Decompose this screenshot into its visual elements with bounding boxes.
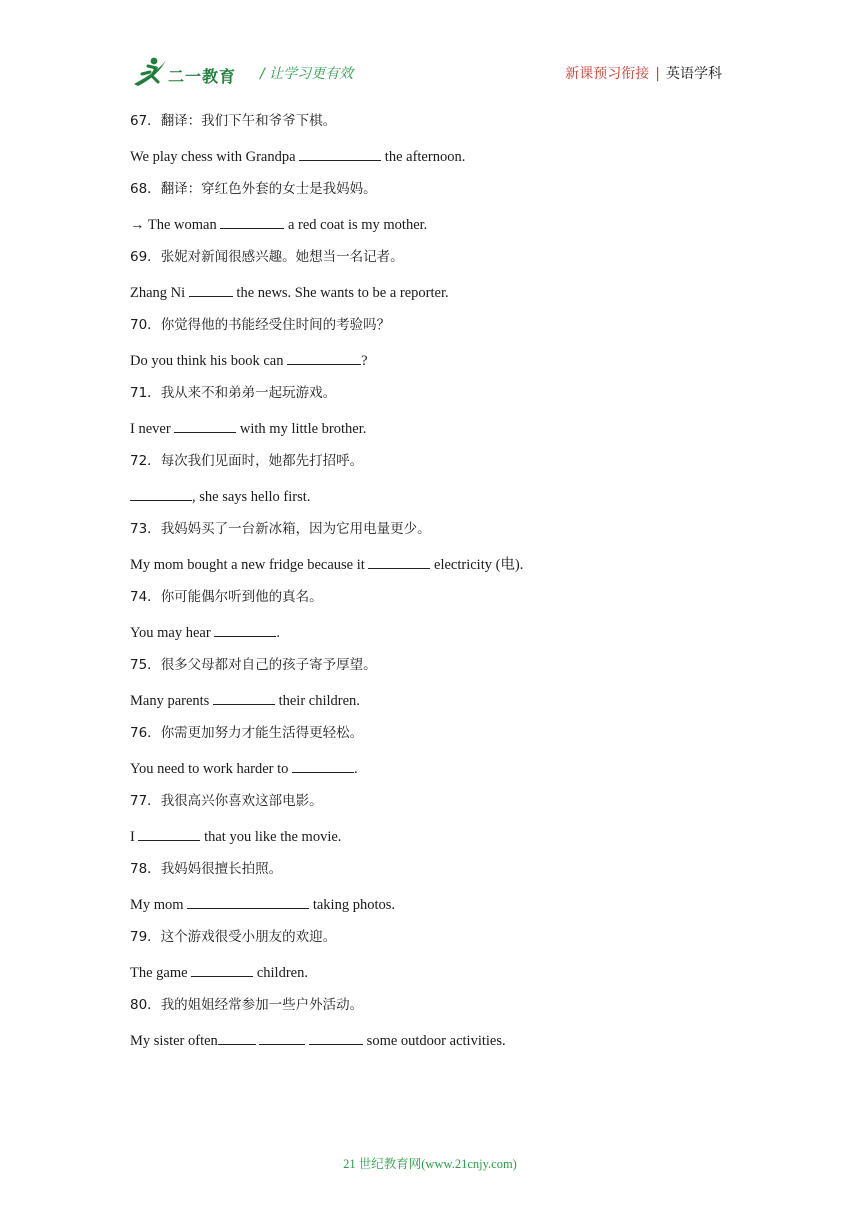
question-number: 68．: [130, 181, 161, 197]
header-separator: |: [655, 66, 660, 82]
answer-blank[interactable]: [189, 282, 233, 297]
answer-sentence: [130, 894, 750, 928]
sentence-text: taking photos.: [309, 897, 395, 913]
question-chinese-text: 你可能偶尔听到他的真名。: [160, 589, 323, 605]
answer-sentence: [130, 758, 750, 792]
sentence-text: a red coat is my mother.: [284, 217, 428, 233]
sentence-text: the news. She wants to be a reporter.: [232, 285, 449, 301]
sentence-text: You need to work harder to: [130, 761, 293, 777]
question-number: 70．: [130, 317, 161, 333]
sentence-text: electricity (电).: [430, 557, 524, 573]
question-chinese-text: 翻译：我们下午和爷爷下棋。: [160, 113, 337, 129]
sentence-text: Do you think his book can: [130, 353, 288, 369]
sentence-text: .: [354, 761, 358, 777]
logo-text: 二一教育: [168, 67, 237, 86]
answer-sentence: [130, 146, 750, 180]
sentence-text: .: [276, 625, 280, 641]
answer-sentence: [130, 554, 750, 588]
answer-blank[interactable]: [368, 554, 430, 569]
header-course-label: 新课预习衔接: [565, 66, 650, 82]
answer-sentence: [130, 962, 750, 996]
question-prompt: [130, 588, 750, 622]
question-number: 72．: [130, 453, 161, 469]
question-prompt: [130, 180, 750, 214]
question-number: 73．: [130, 521, 161, 537]
answer-sentence: [130, 690, 750, 724]
answer-blank[interactable]: [299, 146, 381, 161]
answer-sentence: [130, 214, 750, 248]
question-chinese-text: 我很高兴你喜欢这部电影。: [160, 793, 323, 809]
question-chinese-text: 很多父母都对自己的孩子寄予厚望。: [160, 657, 377, 673]
question-prompt: [130, 928, 750, 962]
page-header: [130, 54, 730, 90]
question-number: 79．: [130, 929, 161, 945]
answer-blank[interactable]: [130, 486, 192, 501]
sentence-text: I never: [130, 421, 175, 437]
question-number: 76．: [130, 725, 161, 741]
answer-blank[interactable]: [259, 1030, 305, 1045]
answer-sentence: [130, 622, 750, 656]
question-number: 78．: [130, 861, 161, 877]
answer-blank[interactable]: [191, 962, 253, 977]
question-chinese-text: 每次我们见面时，她都先打招呼。: [160, 453, 364, 469]
question-prompt: [130, 656, 750, 690]
sentence-text: My sister often: [130, 1033, 218, 1049]
answer-blank[interactable]: [220, 214, 284, 229]
answer-sentence: [130, 1030, 750, 1064]
question-number: 80．: [130, 997, 161, 1013]
answer-blank[interactable]: [309, 1030, 363, 1045]
question-prompt: [130, 996, 750, 1030]
answer-blank[interactable]: [213, 690, 275, 705]
question-number: 67．: [130, 113, 161, 129]
sentence-text: My mom bought a new fridge because it: [130, 557, 369, 573]
sentence-text: The game: [130, 965, 192, 981]
sentence-text: Zhang Ni: [130, 285, 189, 301]
question-prompt: [130, 316, 750, 350]
sentence-text: I: [130, 829, 139, 845]
question-prompt: [130, 860, 750, 894]
answer-blank[interactable]: [218, 1030, 256, 1045]
question-prompt: [130, 248, 750, 282]
sentence-text: children.: [253, 965, 308, 981]
sentence-text: some outdoor activities.: [363, 1033, 506, 1049]
sentence-text: their children.: [274, 693, 360, 709]
sentence-text: We play chess with Grandpa: [130, 149, 300, 165]
question-chinese-text: 我妈妈买了一台新冰箱，因为它用电量更少。: [160, 521, 431, 537]
question-prompt: [130, 724, 750, 758]
question-prompt: [130, 384, 750, 418]
question-chinese-text: 翻译：穿红色外套的女士是我妈妈。: [160, 181, 377, 197]
question-chinese-text: 我妈妈很擅长拍照。: [160, 861, 283, 877]
sentence-text: My mom: [130, 897, 188, 913]
sentence-text: Many parents: [130, 693, 213, 709]
answer-blank[interactable]: [174, 418, 236, 433]
question-prompt: [130, 112, 750, 146]
question-number: 75．: [130, 657, 161, 673]
question-chinese-text: 你觉得他的书能经受住时间的考验吗？: [160, 317, 391, 333]
answer-sentence: [130, 486, 750, 520]
answer-sentence: [130, 418, 750, 452]
question-number: 71．: [130, 385, 161, 401]
exercise-list: [130, 112, 750, 1064]
header-subject: [565, 63, 722, 83]
sentence-text: You may hear: [130, 625, 215, 641]
header-subject-label: 英语学科: [666, 66, 722, 82]
answer-sentence: [130, 282, 750, 316]
question-number: 74．: [130, 589, 161, 605]
answer-blank[interactable]: [214, 622, 276, 637]
sentence-text: ?: [361, 353, 368, 369]
answer-sentence: [130, 826, 750, 860]
question-prompt: [130, 520, 750, 554]
question-chinese-text: 张妮对新闻很感兴趣。她想当一名记者。: [160, 249, 404, 265]
question-number: 77．: [130, 793, 161, 809]
sentence-text: , she says hello first.: [192, 489, 311, 505]
question-chinese-text: 我从来不和弟弟一起玩游戏。: [160, 385, 337, 401]
answer-sentence: [130, 350, 750, 384]
answer-blank[interactable]: [187, 894, 309, 909]
question-chinese-text: 这个游戏很受小朋友的欢迎。: [160, 929, 337, 945]
question-chinese-text: 你需更加努力才能生活得更轻松。: [160, 725, 364, 741]
answer-blank[interactable]: [292, 758, 354, 773]
page-footer: 21 世纪教育网(www.21cnjy.com): [343, 1157, 517, 1171]
question-number: 69．: [130, 249, 161, 265]
answer-blank[interactable]: [287, 350, 361, 365]
question-chinese-text: 我的姐姐经常参加一些户外活动。: [160, 997, 364, 1013]
sentence-text: → The woman: [130, 217, 221, 233]
sentence-text: with my little brother.: [236, 421, 367, 437]
sentence-text: the afternoon.: [381, 149, 466, 165]
question-prompt: [130, 452, 750, 486]
question-prompt: [130, 792, 750, 826]
answer-blank[interactable]: [138, 826, 200, 841]
header-slogan: / 让学习更有效: [260, 66, 354, 82]
sentence-text: that you like the movie.: [200, 829, 342, 845]
